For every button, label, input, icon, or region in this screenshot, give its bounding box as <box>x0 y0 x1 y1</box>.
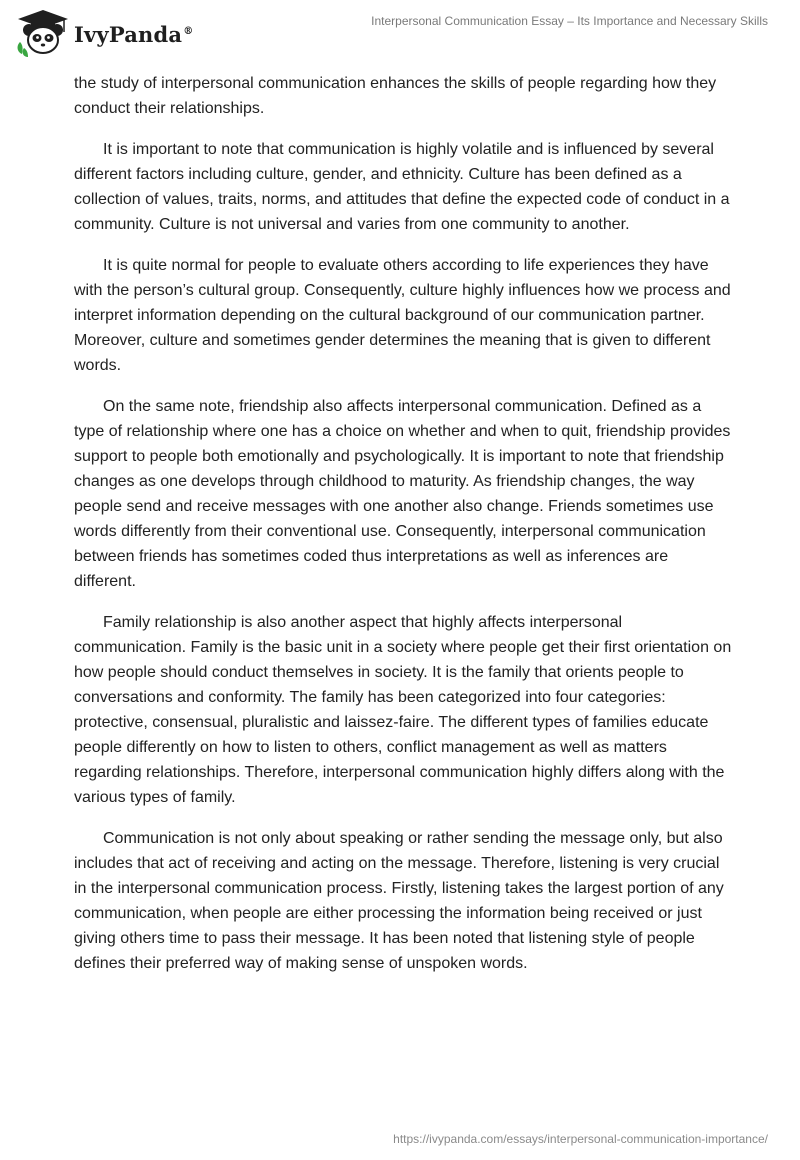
paragraph: On the same note, friendship also affects interpersonal communication. Defined as a type of relationship where one has a choice on whether and when to quit, friendship provides support to people both emotionally and psychologically. It is important to note that friendship changes as one develops through childhood to maturity. As friendship changes, the way people send and receive messages with one another also change. Friends sometimes use words differently from their conventional use. Consequently, interpersonal communication between friends has sometimes coded thus interpretations as well as inferences are different. <box>74 398 731 590</box>
document-title: Interpersonal Communication Essay – Its Importance and Necessary Skills <box>371 14 768 28</box>
essay-body <box>74 71 734 992</box>
paragraph: Communication is not only about speaking or rather sending the message only, but also includes that act of receiving and acting on the message. Therefore, listening is very crucial in the interpersonal communication process. Firstly, listening takes the largest portion of any communication, when people are either processing the information being received or just giving others time to pass their message. It has been noted that listening style of people defines their preferred way of making sense of unspoken words. <box>74 830 724 972</box>
source-url[interactable]: https://ivypanda.com/essays/interpersonal-communication-importance/ <box>393 1132 768 1146</box>
paragraph: the study of interpersonal communication enhances the skills of people regarding how they conduct their relationships. <box>74 75 717 117</box>
panda-graduate-icon <box>14 8 72 58</box>
brand-name: IvyPanda® <box>74 21 194 47</box>
registered-mark: ® <box>183 25 194 37</box>
paragraph: It is important to note that communication is highly volatile and is influenced by several different factors including culture, gender, and ethnicity. Culture has been defined as a collection of values, traits, norms, and attitudes that define the expected code of conduct in a community. Culture is not universal and varies from one community to another. <box>74 141 730 233</box>
ivypanda-logo[interactable] <box>14 8 193 58</box>
paragraph: It is quite normal for people to evaluate others according to life experiences they have with the person’s cultural group. Consequently, culture highly influences how we process and interpret information depending on the cultural background of our communication partner. Moreover, culture and sometimes gender determines the meaning that is given to different words. <box>74 257 731 374</box>
paragraph: Family relationship is also another aspect that highly affects interpersonal communication. Family is the basic unit in a society where people get their first orientation on how people should conduct themselves in society. It is the family that orients people to conversations and conformity. The family has been categorized into four categories: protective, consensual, pluralistic and laissez-faire. The different types of families educate people differently on how to listen to others, conflict management as well as matters regarding relationships. Therefore, interpersonal communication highly differs along with the various types of family. <box>74 614 732 806</box>
page-header <box>0 0 800 70</box>
